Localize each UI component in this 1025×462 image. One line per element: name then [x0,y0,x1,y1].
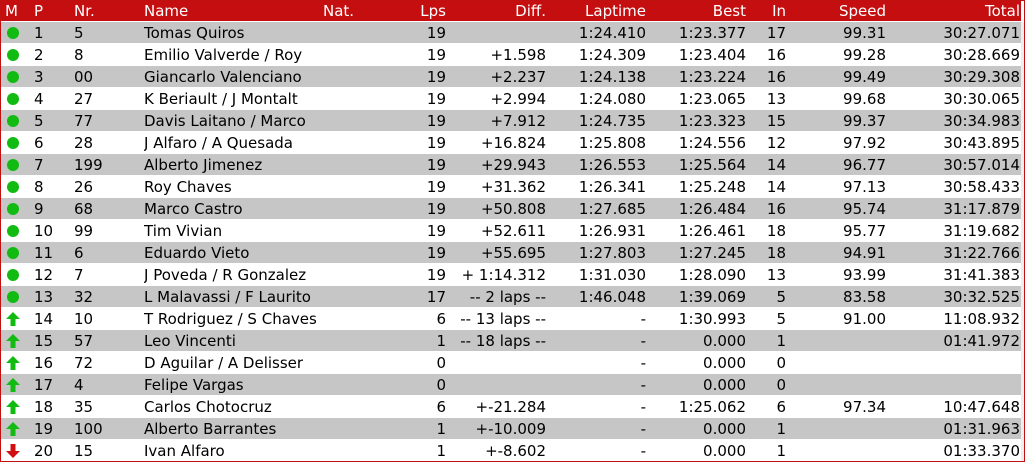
cell-best: 1:27.245 [678,244,746,262]
status-dot-icon [7,137,19,149]
cell-name: Emilio Valverde / Roy [144,46,303,64]
table-row[interactable] [1,88,1021,110]
cell-nr: 68 [74,200,94,218]
table-row[interactable] [1,154,1021,176]
cell-lps: 19 [426,156,446,174]
cell-best: 0.000 [703,420,746,438]
cell-speed: 99.37 [843,112,886,130]
cell-p: 10 [34,222,54,240]
header-p[interactable]: P [34,2,44,20]
cell-lps: 19 [426,200,446,218]
cell-lps: 19 [426,266,446,284]
cell-best: 1:25.248 [678,178,746,196]
cell-p: 1 [34,24,44,42]
cell-nr: 72 [74,354,94,372]
cell-lps: 19 [426,134,446,152]
cell-speed: 97.13 [843,178,886,196]
header-speed[interactable]: Speed [838,2,886,20]
cell-laptime: 1:26.341 [578,178,646,196]
cell-total: 31:41.383 [943,266,1020,284]
cell-lps: 19 [426,244,446,262]
cell-in: 15 [766,112,786,130]
cell-lps: 6 [436,398,446,416]
cell-total: 30:58.433 [943,178,1020,196]
cell-laptime: 1:24.138 [578,68,646,86]
cell-p: 2 [34,46,44,64]
cell-laptime: - [640,420,646,438]
cell-speed: 99.49 [843,68,886,86]
cell-best: 1:28.090 [678,266,746,284]
cell-lps: 19 [426,68,446,86]
arrow-up-icon [5,333,21,349]
table-row[interactable] [1,176,1021,198]
cell-p: 4 [34,90,44,108]
cell-total: 30:27.071 [943,24,1020,42]
table-row[interactable] [1,132,1021,154]
table-row[interactable] [1,264,1021,286]
header-lps[interactable]: Lps [420,2,446,20]
cell-diff: +1.598 [490,46,546,64]
header-name[interactable]: Name [144,2,189,20]
cell-name: Davis Laitano / Marco [144,112,306,130]
cell-p: 13 [34,288,54,306]
cell-lps: 19 [426,222,446,240]
cell-total: 11:08.932 [943,310,1020,328]
cell-name: Roy Chaves [144,178,232,196]
cell-lps: 19 [426,46,446,64]
cell-total: 30:43.895 [943,134,1020,152]
cell-total: 30:30.065 [943,90,1020,108]
cell-diff: +31.362 [480,178,546,196]
cell-laptime: 1:26.553 [578,156,646,174]
cell-best: 0.000 [703,332,746,350]
header-diff[interactable]: Diff. [515,2,546,20]
table-row[interactable] [1,22,1021,44]
cell-in: 16 [766,46,786,64]
table-row[interactable] [1,396,1021,418]
cell-diff: +-21.284 [475,398,546,416]
cell-diff: +50.808 [480,200,546,218]
cell-name: Alberto Jimenez [144,156,263,174]
table-row[interactable] [1,198,1021,220]
cell-name: J Alfaro / A Quesada [144,134,293,152]
cell-best: 1:39.069 [678,288,746,306]
cell-in: 1 [776,420,786,438]
arrow-up-icon [5,399,21,415]
header-row [1,1,1021,21]
cell-diff: + 1:14.312 [461,266,546,284]
cell-best: 1:23.404 [678,46,746,64]
cell-p: 19 [34,420,54,438]
cell-in: 5 [776,310,786,328]
cell-nr: 99 [74,222,94,240]
cell-total: 01:41.972 [943,332,1020,350]
status-dot-icon [7,159,19,171]
cell-in: 5 [776,288,786,306]
cell-p: 14 [34,310,54,328]
cell-name: K Beriault / J Montalt [144,90,298,108]
table-row[interactable] [1,374,1021,396]
table-row[interactable] [1,352,1021,374]
cell-p: 17 [34,376,54,394]
cell-nr: 7 [74,266,84,284]
cell-p: 5 [34,112,44,130]
status-dot-icon [7,291,19,303]
cell-total: 30:32.525 [943,288,1020,306]
cell-total: 30:28.669 [943,46,1020,64]
cell-speed: 83.58 [843,288,886,306]
cell-speed: 97.34 [843,398,886,416]
cell-lps: 0 [436,354,446,372]
cell-best: 1:24.556 [678,134,746,152]
cell-nr: 199 [74,156,103,174]
cell-name: L Malavassi / F Laurito [144,288,311,306]
cell-diff: +29.943 [480,156,546,174]
cell-speed: 97.92 [843,134,886,152]
cell-nr: 100 [74,420,103,438]
cell-best: 1:23.065 [678,90,746,108]
cell-diff: +16.824 [480,134,546,152]
cell-lps: 6 [436,310,446,328]
cell-total: 31:19.682 [943,222,1020,240]
cell-laptime: 1:25.808 [578,134,646,152]
cell-laptime: - [640,310,646,328]
cell-speed: 93.99 [843,266,886,284]
cell-diff: -- 13 laps -- [460,310,546,328]
cell-nr: 27 [74,90,94,108]
cell-p: 11 [34,244,54,262]
cell-in: 14 [766,156,786,174]
cell-laptime: - [640,442,646,460]
cell-nr: 8 [74,46,84,64]
cell-speed: 99.31 [843,24,886,42]
cell-diff: -- 18 laps -- [460,332,546,350]
cell-lps: 19 [426,24,446,42]
cell-laptime: 1:27.803 [578,244,646,262]
cell-laptime: 1:27.685 [578,200,646,218]
status-dot-icon [7,225,19,237]
cell-diff: +2.994 [490,90,546,108]
cell-name: D Aguilar / A Delisser [144,354,304,372]
cell-speed: 95.77 [843,222,886,240]
cell-p: 3 [34,68,44,86]
cell-best: 1:23.377 [678,24,746,42]
cell-nr: 10 [74,310,94,328]
arrow-down-icon [5,443,21,459]
cell-in: 6 [776,398,786,416]
cell-nr: 32 [74,288,94,306]
table-row[interactable] [1,242,1021,264]
table-row[interactable] [1,330,1021,352]
cell-name: T Rodriguez / S Chaves [144,310,317,328]
cell-best: 0.000 [703,376,746,394]
cell-total: 30:29.308 [943,68,1020,86]
cell-speed: 91.00 [843,310,886,328]
table-row[interactable] [1,440,1021,462]
status-dot-icon [7,203,19,215]
cell-p: 18 [34,398,54,416]
cell-total: 30:34.983 [943,112,1020,130]
table-row[interactable] [1,220,1021,242]
cell-nr: 00 [74,68,94,86]
cell-total: 30:57.014 [943,156,1020,174]
cell-laptime: 1:24.309 [578,46,646,64]
cell-in: 0 [776,354,786,372]
status-dot-icon [7,27,19,39]
cell-in: 1 [776,442,786,460]
cell-best: 1:23.224 [678,68,746,86]
cell-laptime: 1:46.048 [578,288,646,306]
cell-diff: -- 2 laps -- [469,288,546,306]
cell-name: Giancarlo Valenciano [144,68,302,86]
cell-laptime: - [640,354,646,372]
cell-lps: 1 [436,332,446,350]
cell-total: 10:47.648 [943,398,1020,416]
arrow-up-icon [5,355,21,371]
table-row[interactable] [1,286,1021,308]
table-row[interactable] [1,110,1021,132]
cell-name: J Poveda / R Gonzalez [144,266,307,284]
cell-in: 13 [766,90,786,108]
cell-lps: 17 [426,288,446,306]
cell-p: 16 [34,354,54,372]
cell-nr: 28 [74,134,94,152]
arrow-up-icon [5,377,21,393]
cell-lps: 19 [426,112,446,130]
cell-p: 6 [34,134,44,152]
cell-in: 12 [766,134,786,152]
cell-best: 1:25.062 [678,398,746,416]
cell-laptime: 1:24.080 [578,90,646,108]
cell-diff: +-10.009 [475,420,546,438]
header-nr[interactable]: Nr. [74,2,95,20]
header-total[interactable]: Total [984,2,1020,20]
cell-speed: 96.77 [843,156,886,174]
cell-diff: +7.912 [490,112,546,130]
cell-best: 0.000 [703,442,746,460]
cell-total: 31:22.766 [943,244,1020,262]
cell-speed: 94.91 [843,244,886,262]
cell-diff: +52.611 [480,222,546,240]
cell-p: 9 [34,200,44,218]
cell-best: 1:26.461 [678,222,746,240]
status-dot-icon [7,49,19,61]
header-laptime[interactable]: Laptime [585,2,646,20]
cell-nr: 26 [74,178,94,196]
cell-nr: 6 [74,244,84,262]
cell-in: 13 [766,266,786,284]
cell-diff: +2.237 [490,68,546,86]
cell-lps: 0 [436,376,446,394]
header-m[interactable]: M [5,2,18,20]
cell-total: 01:33.370 [943,442,1020,460]
header-nat[interactable]: Nat. [323,2,355,20]
cell-laptime: - [640,398,646,416]
cell-name: Tomas Quiros [144,24,245,42]
cell-speed: 99.68 [843,90,886,108]
cell-lps: 1 [436,442,446,460]
cell-in: 18 [766,244,786,262]
cell-in: 14 [766,178,786,196]
cell-in: 18 [766,222,786,240]
cell-nr: 15 [74,442,94,460]
cell-name: Ivan Alfaro [144,442,225,460]
cell-laptime: - [640,332,646,350]
cell-best: 1:26.484 [678,200,746,218]
cell-nr: 77 [74,112,94,130]
cell-best: 1:25.564 [678,156,746,174]
cell-p: 8 [34,178,44,196]
cell-diff: +55.695 [480,244,546,262]
cell-p: 7 [34,156,44,174]
status-dot-icon [7,93,19,105]
cell-nr: 57 [74,332,94,350]
status-dot-icon [7,115,19,127]
cell-name: Eduardo Vieto [144,244,250,262]
status-dot-icon [7,181,19,193]
cell-in: 1 [776,332,786,350]
table-row[interactable] [1,44,1021,66]
cell-best: 1:23.323 [678,112,746,130]
header-in[interactable]: In [772,2,786,20]
arrow-up-icon [5,311,21,327]
status-dot-icon [7,247,19,259]
cell-lps: 19 [426,178,446,196]
cell-lps: 1 [436,420,446,438]
cell-name: Leo Vincenti [144,332,236,350]
cell-p: 20 [34,442,54,460]
cell-best: 1:30.993 [678,310,746,328]
header-best[interactable]: Best [712,2,746,20]
cell-speed: 99.28 [843,46,886,64]
cell-nr: 5 [74,24,84,42]
cell-laptime: 1:31.030 [578,266,646,284]
arrow-up-icon [5,421,21,437]
cell-best: 0.000 [703,354,746,372]
cell-lps: 19 [426,90,446,108]
cell-in: 16 [766,68,786,86]
cell-name: Felipe Vargas [144,376,244,394]
status-dot-icon [7,269,19,281]
cell-name: Alberto Barrantes [144,420,277,438]
cell-in: 17 [766,24,786,42]
cell-laptime: 1:24.735 [578,112,646,130]
cell-nr: 35 [74,398,94,416]
cell-diff: +-8.602 [485,442,546,460]
cell-laptime: 1:24.410 [578,24,646,42]
cell-total: 31:17.879 [943,200,1020,218]
cell-in: 16 [766,200,786,218]
cell-name: Carlos Chotocruz [144,398,272,416]
cell-p: 15 [34,332,54,350]
table-row[interactable] [1,308,1021,330]
cell-laptime: 1:26.931 [578,222,646,240]
scrollbar[interactable] [1021,22,1024,461]
cell-in: 0 [776,376,786,394]
cell-p: 12 [34,266,54,284]
table-row[interactable] [1,418,1021,440]
status-dot-icon [7,71,19,83]
cell-laptime: - [640,376,646,394]
cell-name: Marco Castro [144,200,243,218]
cell-total: 01:31.963 [943,420,1020,438]
table-row[interactable] [1,66,1021,88]
cell-nr: 4 [74,376,84,394]
cell-name: Tim Vivian [144,222,223,240]
cell-speed: 95.74 [843,200,886,218]
